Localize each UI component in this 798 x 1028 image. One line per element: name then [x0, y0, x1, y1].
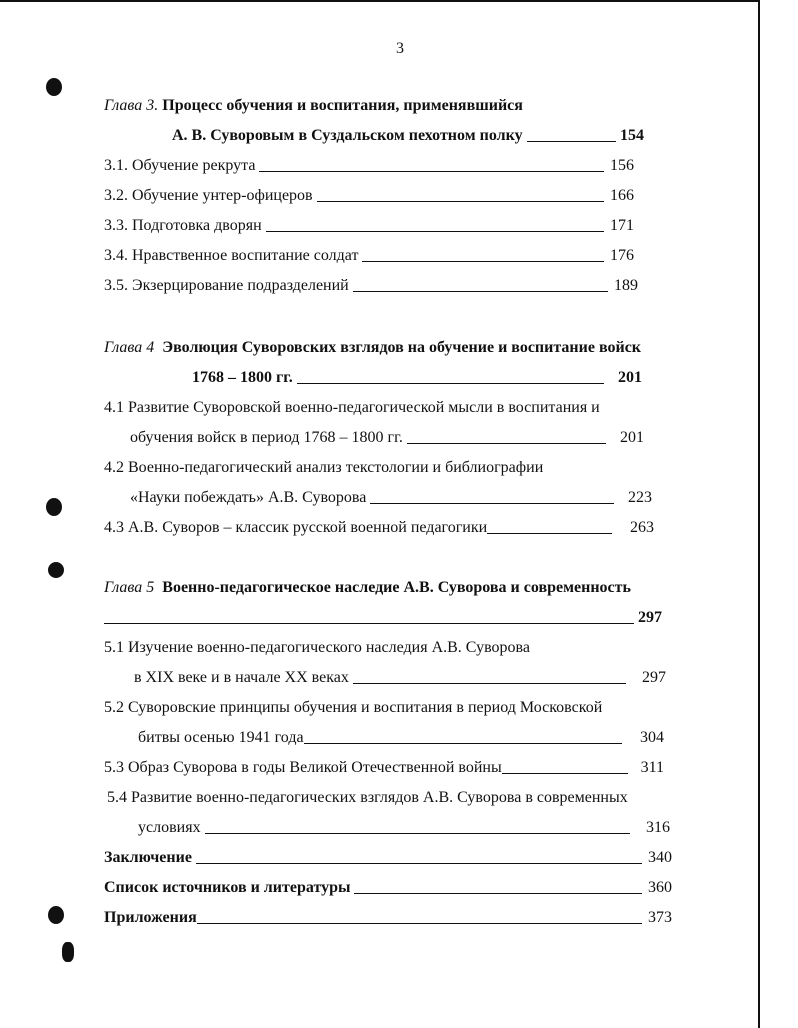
toc-entry-3-5[interactable]	[104, 276, 638, 296]
toc-entry-page: 189	[614, 277, 638, 294]
toc-entry-text: 5.4 Развитие военно-педагогических взглядов А.В. Суворова в современных	[107, 789, 628, 806]
toc-entry-page: 340	[648, 849, 672, 866]
punch-hole-mark	[46, 78, 62, 96]
chapter4-label: Глава 4	[104, 339, 155, 356]
toc-entry-text: 3.3. Подготовка дворян	[104, 217, 262, 234]
leader-line	[259, 170, 604, 172]
leader-line	[196, 862, 642, 864]
leader-line	[502, 772, 628, 774]
punch-hole-mark	[48, 906, 64, 924]
toc-entry-text: Список источников и литературы	[104, 879, 351, 896]
leader-line	[104, 622, 634, 624]
toc-entry-4-2	[104, 458, 543, 478]
toc-entry-page: 311	[640, 759, 664, 776]
toc-entry-text: 3.5. Экзерцирование подразделений	[104, 277, 349, 294]
leader-line	[317, 200, 604, 202]
toc-entry-text: в XIX веке и в начале XX веках	[134, 669, 349, 686]
leader-line	[362, 260, 604, 262]
chapter4-title-line1: Эволюция Суворовских взглядов на обучение и воспитание войск	[162, 339, 642, 356]
punch-hole-mark	[62, 942, 74, 962]
page-number: 3	[396, 40, 404, 57]
chapter5-page: 297	[638, 609, 662, 626]
toc-entry-5-1-cont[interactable]	[134, 668, 666, 688]
leader-line	[197, 922, 642, 924]
toc-entry-3-1[interactable]	[104, 156, 634, 176]
toc-appendices[interactable]	[104, 908, 672, 928]
toc-entry-5-2-cont[interactable]	[138, 728, 664, 748]
toc-entry-3-3[interactable]	[104, 216, 634, 236]
toc-entry-5-3[interactable]	[104, 758, 664, 778]
chapter3-heading	[104, 96, 523, 116]
leader-line	[527, 140, 616, 142]
toc-entry-page: 166	[610, 187, 634, 204]
chapter3-heading-line2[interactable]	[172, 126, 644, 146]
toc-entry-text: 4.2 Военно-педагогический анализ текстологии и библиографии	[104, 459, 544, 476]
chapter5-label: Глава 5	[104, 579, 155, 596]
chapter4-title-line2: 1768 – 1800 гг.	[192, 369, 293, 386]
toc-bibliography[interactable]	[104, 878, 672, 898]
punch-hole-mark	[48, 562, 64, 578]
leader-line	[353, 290, 608, 292]
leader-line	[487, 532, 612, 534]
toc-entry-text: 5.2 Суворовские принципы обучения и воспитания в период Московской	[104, 699, 603, 716]
chapter4-heading-line2[interactable]	[192, 368, 642, 388]
chapter3-title-line2: А. В. Суворовым в Суздальском пехотном полку	[172, 127, 523, 144]
toc-entry-page: 223	[628, 489, 652, 506]
leader-line	[304, 742, 622, 744]
toc-entry-text: 5.1 Изучение военно-педагогического наследия А.В. Суворова	[104, 639, 530, 656]
toc-entry-page: 171	[610, 217, 634, 234]
chapter4-heading	[104, 338, 641, 358]
leader-line	[205, 832, 630, 834]
toc-entry-page: 316	[646, 819, 670, 836]
toc-entry-text: обучения войск в период 1768 – 1800 гг.	[130, 429, 403, 446]
chapter3-title-line1: Процесс обучения и воспитания, применявшийся	[162, 97, 523, 114]
scan-border-top	[0, 0, 760, 2]
chapter3-label: Глава 3.	[104, 97, 159, 114]
toc-entry-4-2-cont[interactable]	[130, 488, 652, 508]
toc-entry-page: 304	[640, 729, 664, 746]
toc-entry-text: 4.1 Развитие Суворовской военно-педагогической мысли в воспитания и	[104, 399, 600, 416]
toc-entry-text: 3.2. Обучение унтер-офицеров	[104, 187, 313, 204]
toc-entry-text: битвы осенью 1941 года	[138, 729, 304, 746]
leader-line	[370, 502, 614, 504]
chapter4-page: 201	[618, 369, 642, 386]
toc-entry-page: 176	[610, 247, 634, 264]
toc-entry-3-4[interactable]	[104, 246, 634, 266]
toc-entry-4-1-cont[interactable]	[130, 428, 644, 448]
leader-line	[297, 382, 604, 384]
toc-entry-page: 201	[620, 429, 644, 446]
toc-entry-4-1	[104, 398, 600, 418]
leader-line	[407, 442, 606, 444]
toc-conclusion[interactable]	[104, 848, 672, 868]
chapter3-page: 154	[620, 127, 644, 144]
leader-line	[353, 682, 626, 684]
toc-entry-text: 3.4. Нравственное воспитание солдат	[104, 247, 359, 264]
toc-entry-page: 297	[642, 669, 666, 686]
toc-entry-4-3[interactable]	[104, 518, 654, 538]
chapter5-title-line1: Военно-педагогическое наследие А.В. Суворова и современность	[162, 579, 631, 596]
toc-entry-page: 373	[648, 909, 672, 926]
punch-hole-mark	[46, 498, 62, 516]
toc-entry-text: Заключение	[104, 849, 192, 866]
leader-line	[354, 892, 642, 894]
leader-line	[266, 230, 604, 232]
toc-entry-5-4-cont[interactable]	[138, 818, 670, 838]
toc-entry-text: 4.3 А.В. Суворов – классик русской военной педагогики	[104, 519, 488, 536]
toc-entry-5-4	[107, 788, 628, 808]
chapter5-heading	[104, 578, 714, 598]
toc-entry-5-1	[104, 638, 530, 658]
toc-entry-text: условиях	[138, 819, 201, 836]
toc-entry-5-2	[104, 698, 602, 718]
toc-entry-text: «Науки побеждать» А.В. Суворова	[130, 489, 367, 506]
toc-entry-text: Приложения	[104, 909, 197, 926]
toc-entry-3-2[interactable]	[104, 186, 634, 206]
chapter5-heading-line2[interactable]	[104, 608, 662, 628]
toc-entry-page: 360	[648, 879, 672, 896]
scan-border-right	[758, 0, 760, 1028]
toc-entry-text: 5.3 Образ Суворова в годы Великой Отечественной войны	[104, 759, 502, 776]
toc-entry-page: 263	[630, 519, 654, 536]
toc-entry-page: 156	[610, 157, 634, 174]
toc-entry-text: 3.1. Обучение рекрута	[104, 157, 256, 174]
